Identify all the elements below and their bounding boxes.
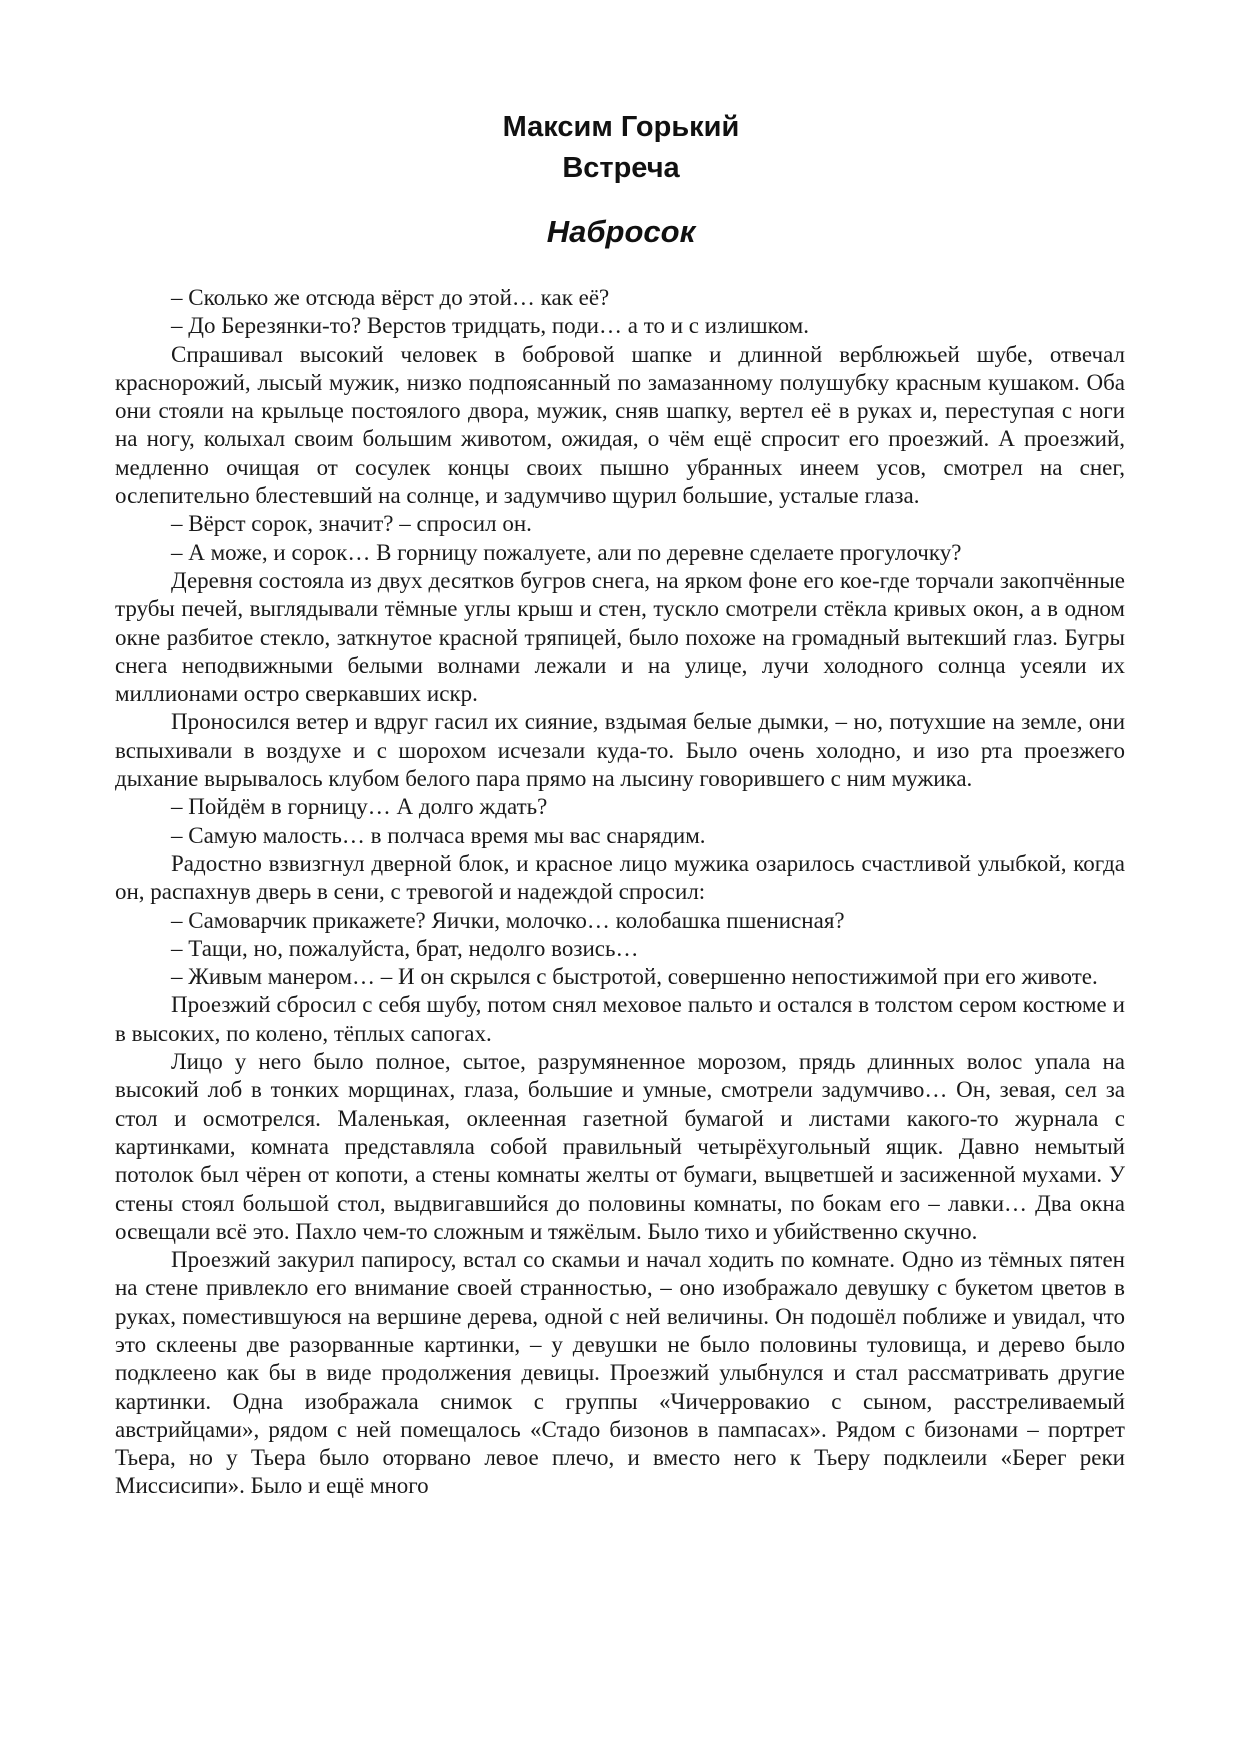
paragraph: Проезжий сбросил с себя шубу, потом снял меховое пальто и остался в толстом сером костюме и в высоких, по колено, тёплых сапогах.	[115, 992, 1125, 1046]
paragraph: – Вёрст сорок, значит? – спросил он.	[171, 511, 532, 537]
paragraph: Спрашивал высокий человек в бобровой шапке и длинной верблюжьей шубе, отвечал краснорожий, лысый мужик, низко подпоясанный по замазанному полушубку красным кушаком. Оба они стояли на крыльце постоялого двора, мужик, сняв шапку, вертел её в руках и, переступая с ноги на ногу, колыхал своим большим животом, ожидая, о чём ещё спросит его проезжий. А проезжий, медленно очищая от сосулек концы своих пышно убранных инеем усов, смотрел на снег, ослепительно блестевший на солнце, и задумчиво щурил большие, усталые глаза.	[115, 341, 1125, 509]
paragraph: Деревня состояла из двух десятков бугров снега, на ярком фоне его кое-где торчали закопчённые трубы печей, выглядывали тёмные углы крыш и стен, тускло смотрели стёкла кривых окон, а в одном окне разбитое стекло, заткнутое красной тряпицей, было похоже на громадный вытекший глаз. Бугры снега неподвижными белыми волнами лежали и на улице, лучи холодного солнца усеяли их миллионами остро сверкавших искр.	[115, 567, 1125, 707]
paragraph: – До Березянки-то? Верстов тридцать, поди… а то и с излишком.	[171, 313, 809, 339]
paragraph: – Сколько же отсюда вёрст до этой… как её?	[171, 285, 610, 310]
paragraph: Проносился ветер и вдруг гасил их сияние, вздымая белые дымки, – но, потухшие на земле, они вспыхивали в воздухе и с шорохом исчезали куда-то. Было очень холодно, и изо рта проезжего дыхание вырывалось клубом белого пара прямо на лысину говорившего с ним мужика.	[115, 709, 1125, 792]
author-name: Максим Горький	[502, 111, 740, 143]
paragraph: Проезжий закурил папиросу, встал со скамьи и начал ходить по комнате. Одно из тёмных пятен на стене привлекло его внимание своей странностью, – оно изображало девушку с букетом цветов в руках, поместившуюся на вершине дерева, одной с ней величины. Он подошёл поближе и увидал, что это склеены две разорванные картинки, – у девушки не было половины туловища, и дерево было подклеено как бы в виде продолжения девицы. Проезжий улыбнулся и стал рассматривать другие картинки. Одна изображала снимок с группы «Чичерровакио с сыном, расстреливаемый австрийцами», рядом с ней помещалось «Стадо бизонов в пампасах». Рядом с бизонами – портрет Тьера, но у Тьера было оторвано левое плечо, и вместо него к Тьеру подклеили «Берег реки Миссисипи». Было и ещё много	[115, 1247, 1125, 1499]
paragraph: Радостно взвизгнул дверной блок, и красное лицо мужика озарилось счастливой улыбкой, когда он, распахнув дверь в сени, с тревогой и надеждой спросил:	[115, 850, 1125, 905]
paragraph: – Тащи, но, пожалуйста, брат, недолго возись…	[171, 935, 639, 961]
paragraph: – А може, и сорок… В горницу пожалуете, али по деревне сделаете прогулочку?	[171, 539, 962, 565]
work-title: Встреча	[562, 152, 680, 184]
work-subtitle: Набросок	[546, 214, 696, 249]
paragraph: – Живым манером… – И он скрылся с быстротой, совершенно непостижимой при его животе.	[171, 964, 1098, 990]
story-text	[115, 284, 1125, 1501]
paragraph: – Самоварчик прикажете? Яички, молочко… колобашка пшенисная?	[171, 907, 845, 933]
paragraph: Лицо у него было полное, сытое, разрумяненное морозом, прядь длинных волос упала на высокий лоб в тонких морщинах, глаза, большие и умные, смотрели задумчиво… Он, зевая, сел за стол и осмотрелся. Маленькая, оклеенная газетной бумагой и листами какого-то журнала с картинками, комната представляла собой правильный четырёхугольный ящик. Давно немытый потолок был чёрен от копоти, а стены комнаты желты от бумаги, выцветшей и засиженной мухами. У стены стоял большой стол, выдвигавшийся до половины комнаты, по бокам его – лавки… Два окна освещали всё это. Пахло чем-то сложным и тяжёлым. Было тихо и убийственно скучно.	[115, 1049, 1125, 1244]
paragraph: – Пойдём в горницу… А долго ждать?	[171, 794, 548, 820]
paragraph: – Самую малость… в полчаса время мы вас снарядим.	[171, 822, 706, 848]
